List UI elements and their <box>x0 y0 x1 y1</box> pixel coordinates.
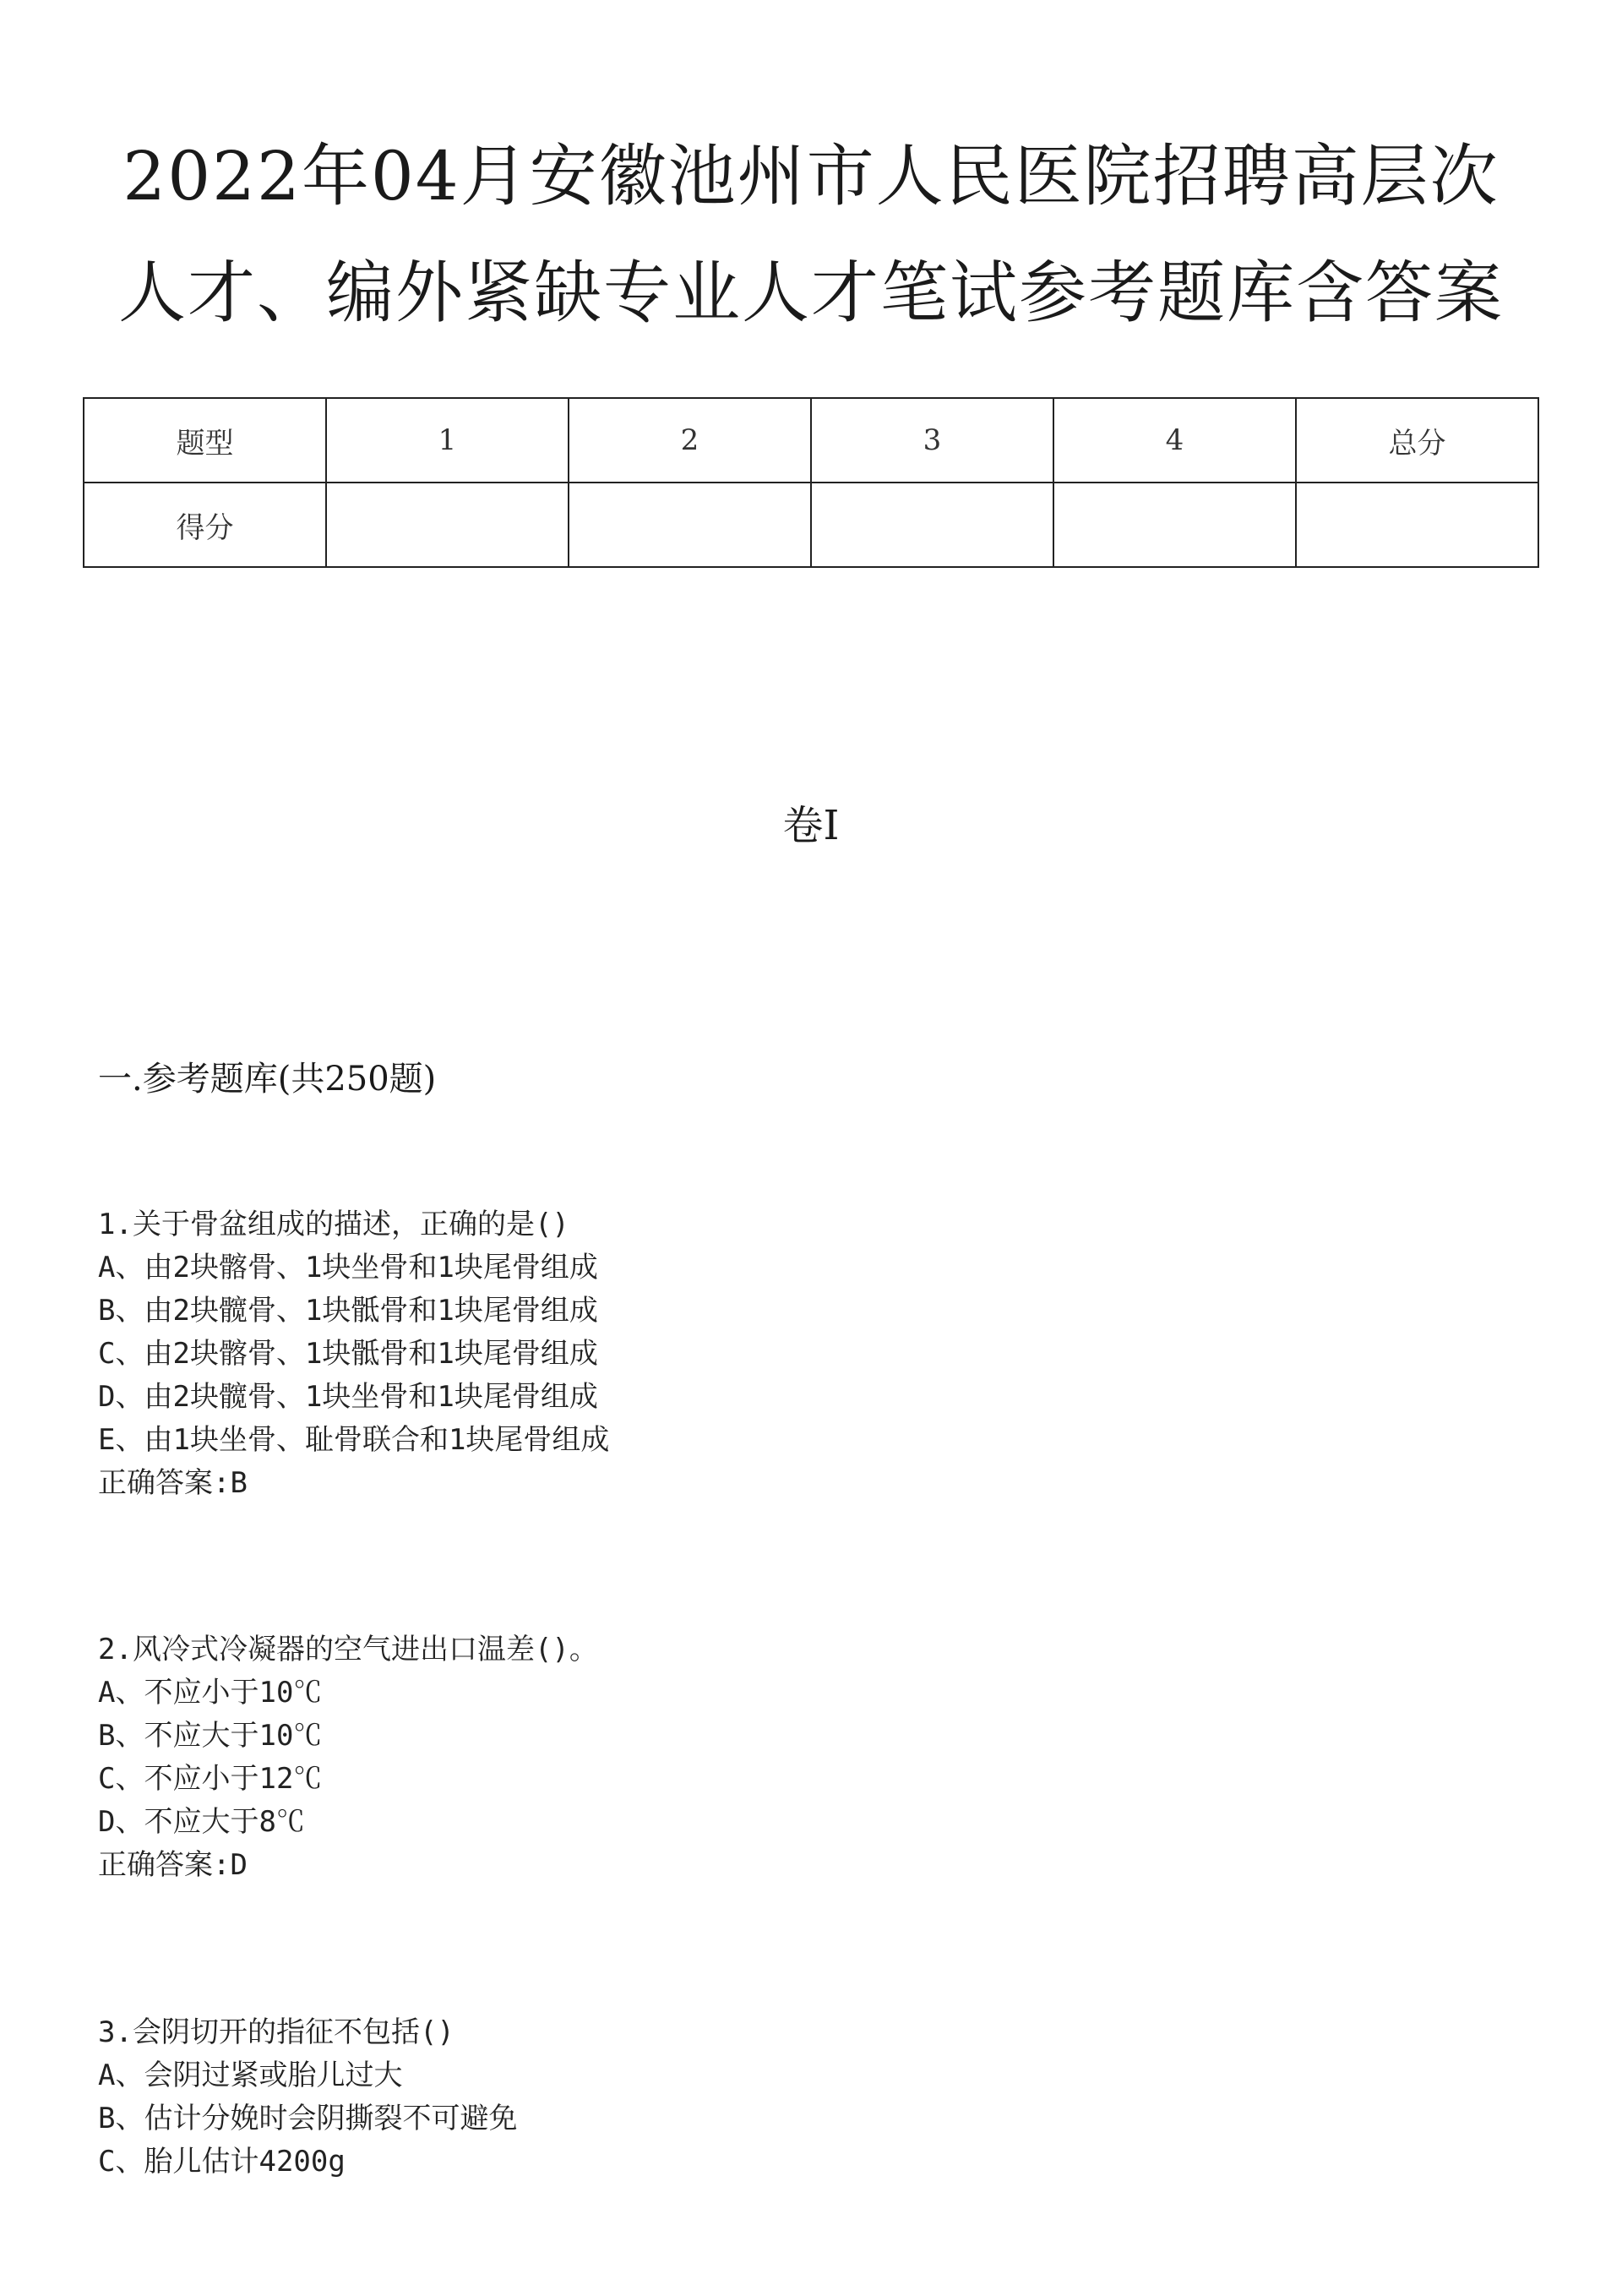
score-row-label: 得分 <box>84 483 326 567</box>
document-title <box>84 118 1538 352</box>
option-a: A、由2块髂骨、1块坐骨和1块尾骨组成 <box>98 1251 598 1284</box>
section-heading: 一.参考题库(共250题) <box>98 1060 437 1099</box>
option-c: C、胎儿估计4200g <box>98 2145 346 2179</box>
header-cell-2: 2 <box>569 398 811 483</box>
option-e: E、由1块坐骨、耻骨联合和1块尾骨组成 <box>98 1423 610 1457</box>
option-d: D、不应大于8℃ <box>98 1805 305 1839</box>
option-c: C、由2块髂骨、1块骶骨和1块尾骨组成 <box>98 1337 598 1371</box>
option-a: A、不应小于10℃ <box>98 1676 323 1710</box>
score-table <box>83 397 1539 568</box>
option-d: D、由2块髋骨、1块坐骨和1块尾骨组成 <box>98 1380 598 1414</box>
score-cell-total[interactable] <box>1296 483 1538 567</box>
score-cell-1[interactable] <box>326 483 569 567</box>
option-b: B、估计分娩时会阴撕裂不可避免 <box>98 2102 518 2135</box>
title-line-2: 人才、编外紧缺专业人才笔试参考题库含答案 <box>118 254 1504 332</box>
option-b: B、由2块髋骨、1块骶骨和1块尾骨组成 <box>98 1294 598 1328</box>
header-cell-1: 1 <box>326 398 569 483</box>
score-cell-4[interactable] <box>1053 483 1296 567</box>
answer-line: 正确答案:B <box>98 1466 248 1500</box>
question-stem: 1.关于骨盆组成的描述，正确的是() <box>98 1208 569 1241</box>
question-2 <box>98 1628 598 1887</box>
option-c: C、不应小于12℃ <box>98 1762 323 1796</box>
score-cell-2[interactable] <box>569 483 811 567</box>
title-line-1: 2022年04月安徽池州市人民医院招聘高层次 <box>122 137 1500 215</box>
header-cell-4: 4 <box>1053 398 1296 483</box>
score-table-header-row <box>84 398 1538 483</box>
header-cell-type: 题型 <box>84 398 326 483</box>
score-cell-3[interactable] <box>811 483 1053 567</box>
volume-label: 卷I <box>782 802 840 849</box>
question-stem: 3.会阴切开的指征不包括() <box>98 2015 454 2049</box>
question-stem: 2.风冷式冷凝器的空气进出口温差()。 <box>98 1633 598 1666</box>
option-a: A、会阴过紧或胎儿过大 <box>98 2059 403 2092</box>
header-cell-3: 3 <box>811 398 1053 483</box>
option-b: B、不应大于10℃ <box>98 1719 323 1753</box>
score-table-score-row <box>84 483 1538 567</box>
question-3 <box>98 2011 517 2184</box>
question-1 <box>98 1203 609 1505</box>
header-cell-total: 总分 <box>1296 398 1538 483</box>
answer-line: 正确答案:D <box>98 1848 248 1882</box>
